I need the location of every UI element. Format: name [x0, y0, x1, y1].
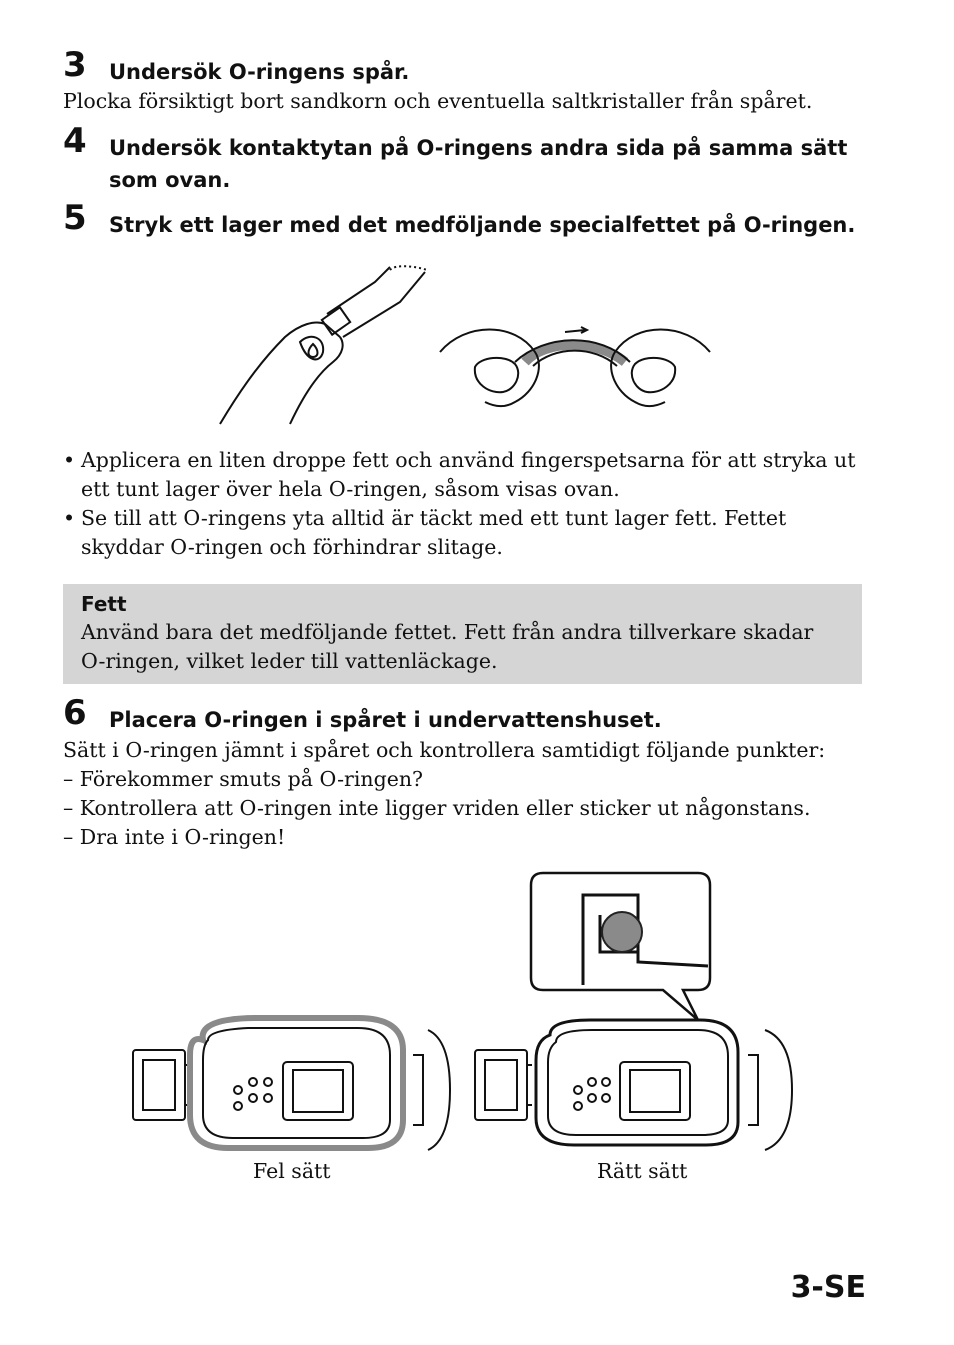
list-item: [63, 446, 863, 504]
note-title: Fett: [81, 592, 127, 616]
bullet-dot: •: [63, 448, 76, 472]
step-heading: Undersök O-ringens spår.: [109, 60, 410, 84]
page-number: 3-SE: [790, 1270, 866, 1305]
step-number: 6: [63, 693, 87, 733]
note-box: [63, 584, 862, 684]
housing-wrong-illustration: [128, 1010, 453, 1155]
step-body-line: – Förekommer smuts på O-ringen?: [63, 767, 424, 791]
oring-misplaced: [190, 1018, 403, 1148]
oring-section-icon: [602, 912, 642, 952]
bullet-dot: •: [63, 506, 76, 530]
step-body: Plocka försiktigt bort sandkorn och eventuella saltkristaller från spåret.: [63, 89, 813, 113]
groove-detail-callout: [528, 870, 718, 1030]
step-number: 4: [63, 121, 87, 161]
step-heading: Placera O-ringen i spåret i undervattenshuset.: [109, 708, 662, 732]
caption-right: Rätt sätt: [597, 1159, 688, 1183]
note-text: Använd bara det medföljande fettet. Fett från andra tillverkare skadar O-ringen, vilket leder till vattenläckage.: [81, 620, 814, 673]
step-heading: Undersök kontaktytan på O-ringens andra sida på samma sätt som ovan.: [109, 136, 848, 192]
step-number: 5: [63, 198, 87, 238]
caption-wrong: Fel sätt: [253, 1159, 331, 1183]
step-number: 3: [63, 45, 87, 85]
bullet-text: Applicera en liten droppe fett och använd fingerspetsarna för att stryka ut ett tunt lager över hela O-ringen, såsom visas ovan.: [81, 448, 856, 501]
list-item: [63, 504, 863, 562]
bullet-text: Se till att O-ringens yta alltid är täckt med ett tunt lager fett. Fettet skyddar O-ringen och förhindrar slitage.: [81, 506, 787, 559]
step-body-line: Sätt i O-ringen jämnt i spåret och kontrollera samtidigt följande punkter:: [63, 738, 826, 762]
oring-seated: [536, 1020, 738, 1145]
step-heading: Stryk ett lager med det medföljande specialfettet på O-ringen.: [109, 213, 856, 237]
step-body-line: – Kontrollera att O-ringen inte ligger vriden eller sticker ut någonstans.: [63, 796, 811, 820]
bullet-list: [63, 446, 863, 562]
grease-application-illustration: [215, 262, 715, 427]
housing-correct-illustration: [470, 1010, 795, 1155]
step-body-line: – Dra inte i O-ringen!: [63, 825, 286, 849]
